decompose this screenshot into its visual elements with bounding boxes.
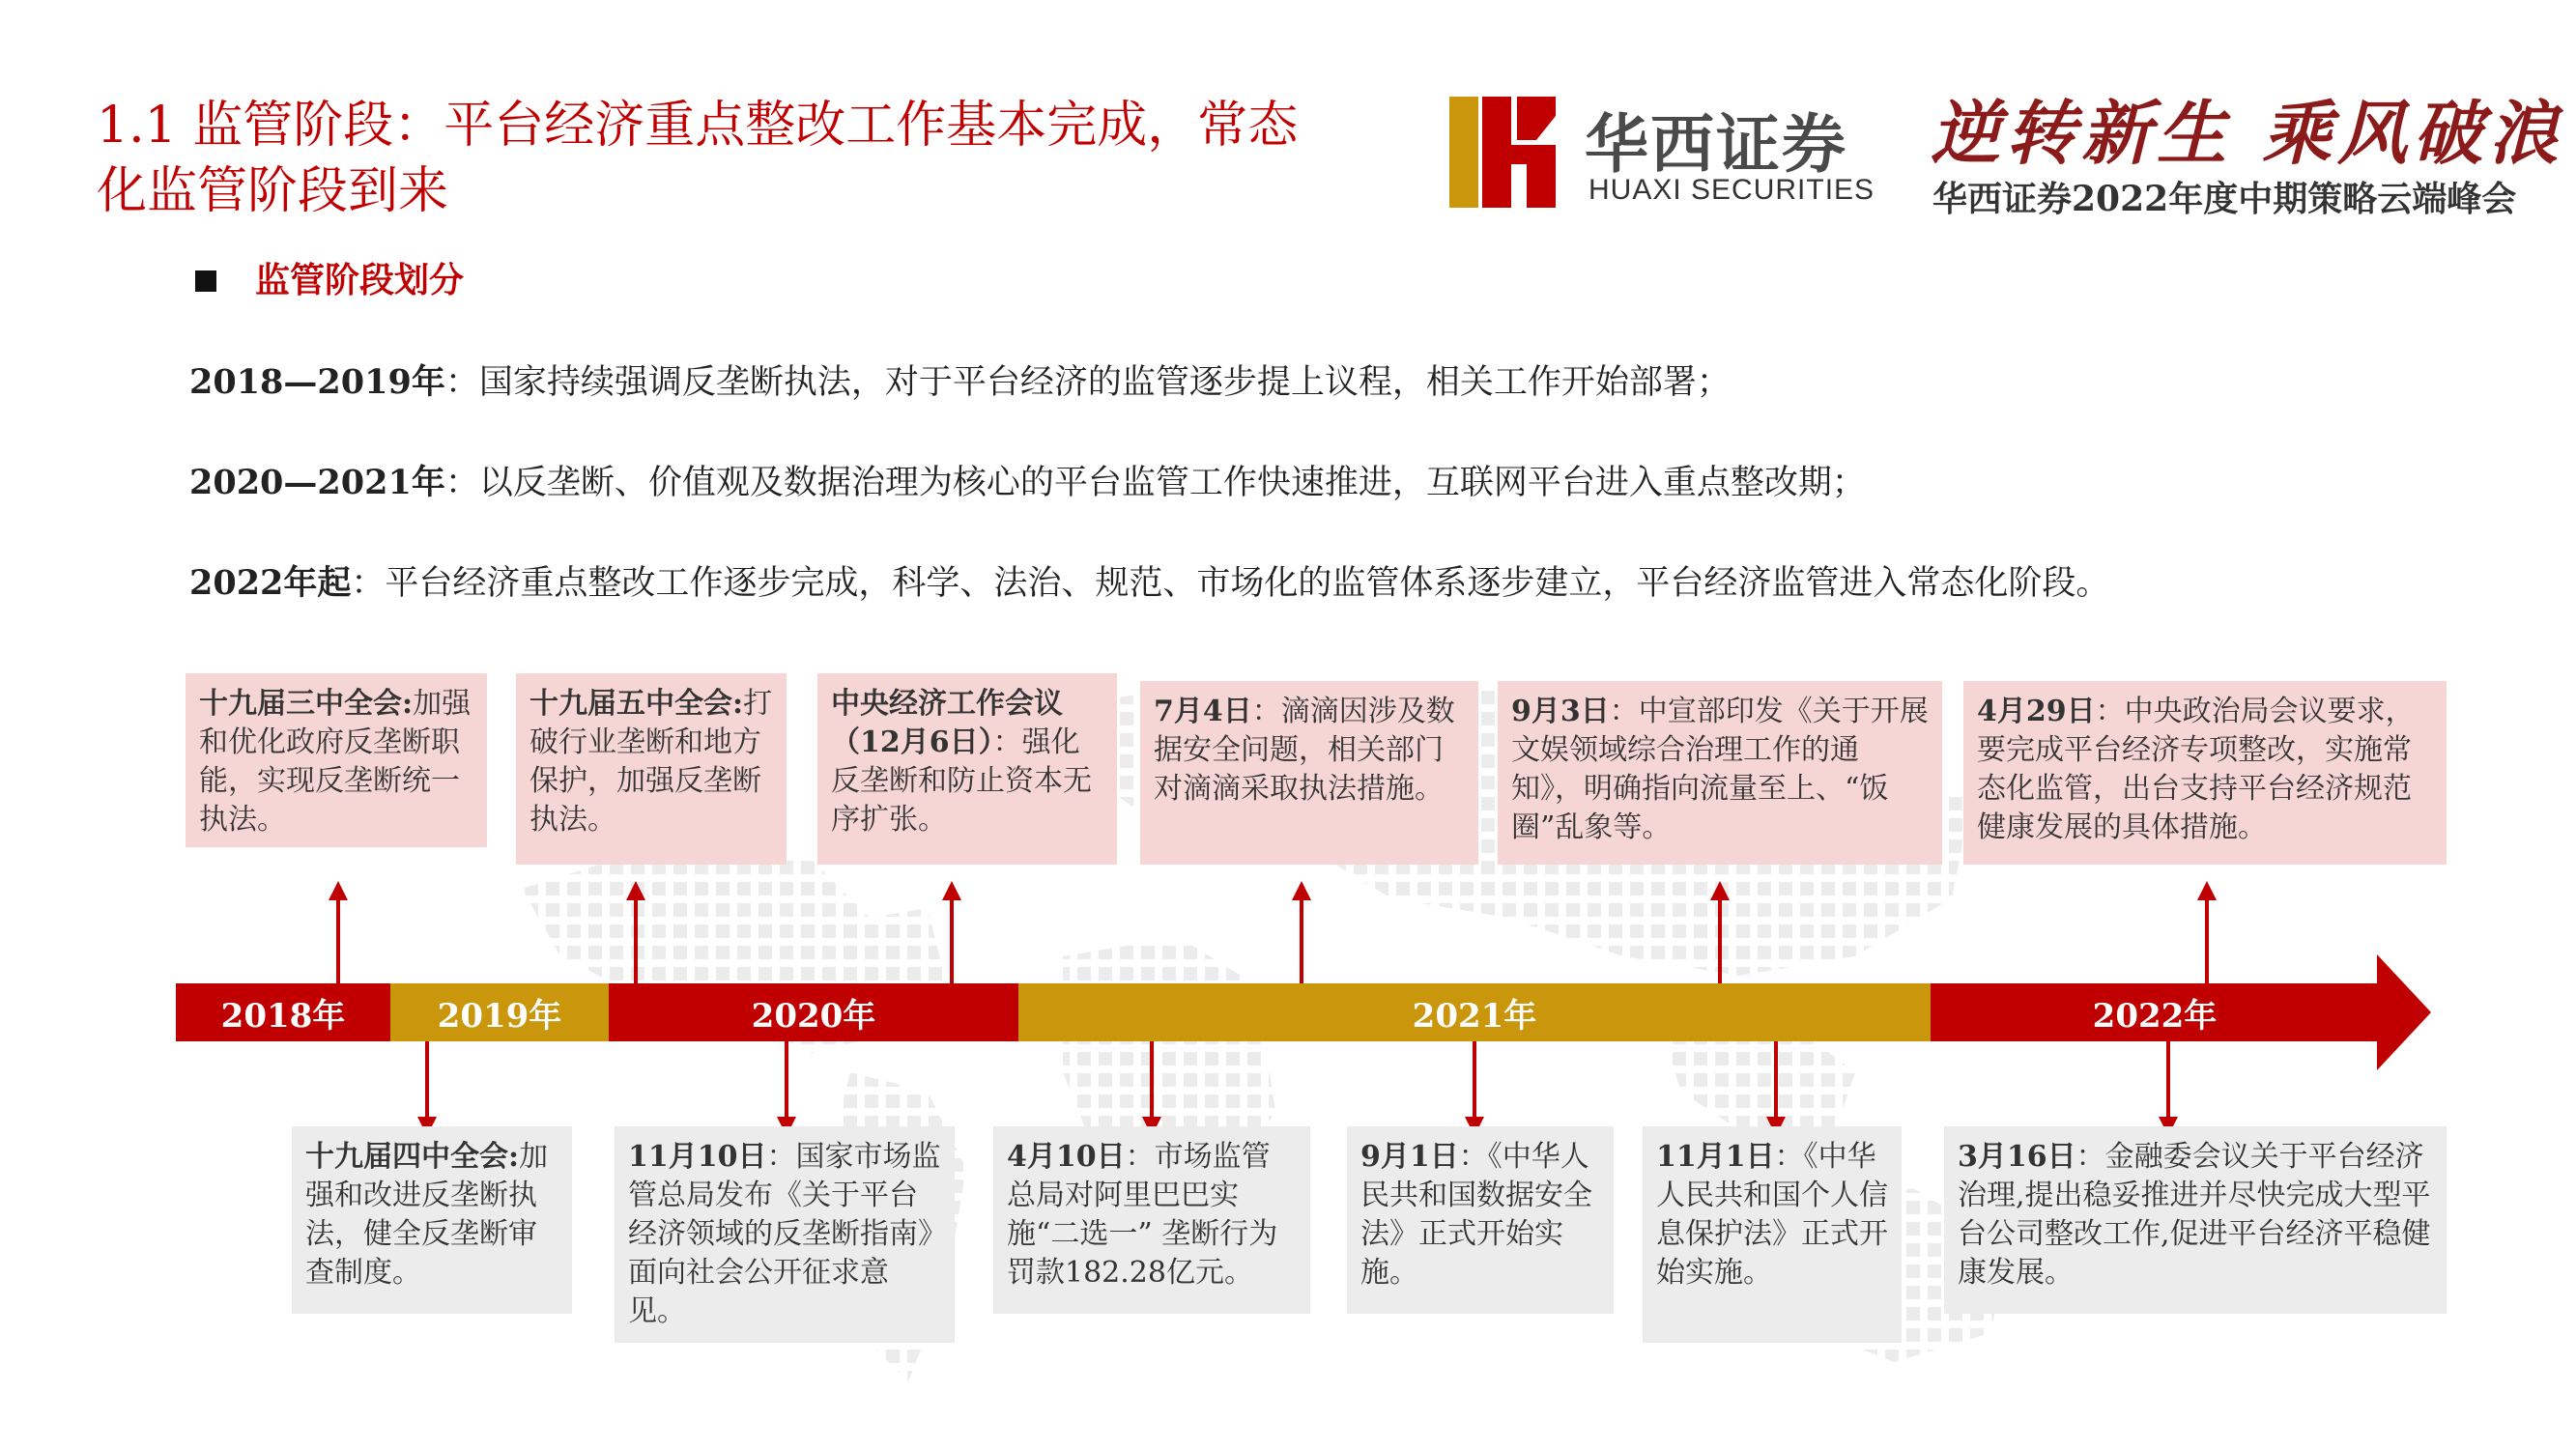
event-head: 4月29日: [1977, 695, 2096, 728]
section-heading: [195, 253, 464, 302]
arrow-up-icon: [2197, 881, 2217, 900]
event-head: 十九届三中全会:: [199, 687, 414, 721]
event-head: 十九届五中全会:: [530, 687, 744, 721]
logo-english-name: HUAXI SECURITIES: [1589, 174, 1875, 206]
event-box-top: [1140, 681, 1478, 865]
stage-row: [189, 556, 2109, 605]
event-body: ：金融委会议关于平台经济治理,提出稳妥推进并尽快完成大型平台公司整改工作,促进平台经济平稳健康发展。: [1958, 1140, 2431, 1290]
arrow-up-icon: [329, 881, 348, 900]
connector-line: [1150, 1041, 1154, 1121]
timeline-arrowhead-icon: [2377, 954, 2431, 1070]
arrow-up-icon: [942, 881, 961, 900]
stage-label: 2018—2019年: [189, 362, 445, 402]
event-box-bottom: [1347, 1126, 1614, 1314]
event-box-bottom: [993, 1126, 1310, 1314]
event-body: ：中央政治局会议要求，要完成平台经济专项整改，实施常态化监管，出台支持平台经济规范健康发展的具体措施。: [1977, 695, 2415, 844]
connector-line: [785, 1041, 788, 1121]
stage-row: [189, 456, 1866, 504]
page-title: [97, 93, 1430, 224]
timeline-year-2021: 2021年: [1018, 983, 1931, 1041]
stage-row: [189, 355, 1731, 404]
connector-line: [634, 898, 638, 983]
event-box-bottom: [1944, 1126, 2447, 1314]
square-bullet-icon: [195, 270, 216, 292]
connector-line: [336, 898, 340, 983]
connector-line: [1473, 1041, 1476, 1121]
event-box-top: [516, 673, 787, 865]
event-head: 9月1日: [1360, 1140, 1459, 1174]
summit-name: 华西证券2022年度中期策略云端峰会: [1932, 179, 2517, 219]
event-body: ：国家市场监管总局发布《关于平台经济领域的反垄断指南》面向社会公开征求意见。: [628, 1140, 941, 1328]
connector-line: [2166, 1041, 2170, 1121]
connector-line: [1718, 898, 1722, 983]
logo-chinese-name: 华西证券: [1585, 107, 1847, 182]
event-body: 打破行业垄断和地方保护，加强反垄断执法。: [530, 687, 773, 837]
timeline-year-2019: 2019年: [390, 983, 609, 1041]
event-box-bottom: [615, 1126, 955, 1343]
event-head: 9月3日: [1511, 695, 1610, 728]
company-logo: [1449, 89, 1894, 214]
event-head: 4月10日: [1007, 1140, 1126, 1174]
event-head: 11月1日: [1656, 1140, 1775, 1174]
arrow-up-icon: [1710, 881, 1730, 900]
event-box-bottom: [1643, 1126, 1902, 1343]
stage-label: 2022年起: [189, 563, 352, 603]
event-box-top: [1498, 681, 1942, 865]
stage-text: ：平台经济重点整改工作逐步完成，科学、法治、规范、市场化的监管体系逐步建立，平台经济监管进入常态化阶段。: [351, 564, 2110, 603]
event-box-top: [186, 673, 487, 847]
connector-line: [1774, 1041, 1778, 1121]
connector-line: [425, 1041, 429, 1121]
timeline-year-2022: 2022年: [1931, 983, 2379, 1041]
event-body: ：市场监管总局对阿里巴巴实施“二选一” 垄断行为罚款182.28亿元。: [1007, 1140, 1278, 1290]
section-heading-text: 监管阶段划分: [255, 260, 465, 300]
event-body: ：强化反垄断和防止资本无序扩张。: [831, 725, 1092, 837]
arrow-up-icon: [626, 881, 645, 900]
event-body: ：滴滴因涉及数据安全问题，相关部门对滴滴采取执法措施。: [1154, 695, 1455, 806]
event-body: 加强和改进反垄断执法，健全反垄断审查制度。: [305, 1140, 549, 1290]
huaxi-logo-icon: [1449, 97, 1556, 208]
timeline-year-2018: 2018年: [176, 983, 390, 1041]
stage-label: 2020—2021年: [189, 463, 445, 502]
event-box-top: [1963, 681, 2447, 865]
connector-line: [1300, 898, 1303, 983]
event-head: 中央经济工作会议（12月6日）: [831, 687, 1063, 759]
event-box-top: [817, 673, 1117, 865]
event-head: 3月16日: [1958, 1140, 2076, 1174]
event-body: ：中宣部印发《关于开展文娱领域综合治理工作的通知》，明确指向流量至上、“饭圈”乱象等。: [1511, 695, 1929, 844]
event-box-bottom: [292, 1126, 572, 1314]
event-body: ：《中华人民共和国个人信息保护法》正式开始实施。: [1656, 1140, 1888, 1290]
stage-text: ：国家持续强调反垄断执法，对于平台经济的监管逐步提上议程，相关工作开始部署；: [444, 363, 1731, 402]
connector-line: [950, 898, 954, 983]
timeline-year-2020: 2020年: [609, 983, 1018, 1041]
event-head: 11月10日: [628, 1140, 767, 1174]
event-body: ：《中华人民共和国数据安全法》正式开始实施。: [1360, 1140, 1592, 1290]
slogan: 逆转新生 乘风破浪: [1931, 92, 2564, 174]
event-head: 十九届四中全会:: [305, 1140, 520, 1174]
event-head: 7月4日: [1154, 695, 1252, 728]
title-line-1: 1.1 监管阶段：平台经济重点整改工作基本完成，常态: [97, 97, 1299, 155]
title-line-2: 化监管阶段到来: [97, 162, 449, 220]
event-body: 加强和优化政府反垄断职能，实现反垄断统一执法。: [199, 687, 472, 837]
connector-line: [2205, 898, 2209, 983]
stage-text: ：以反垄断、价值观及数据治理为核心的平台监管工作快速推进，互联网平台进入重点整改期；: [444, 464, 1866, 502]
arrow-up-icon: [1292, 881, 1311, 900]
